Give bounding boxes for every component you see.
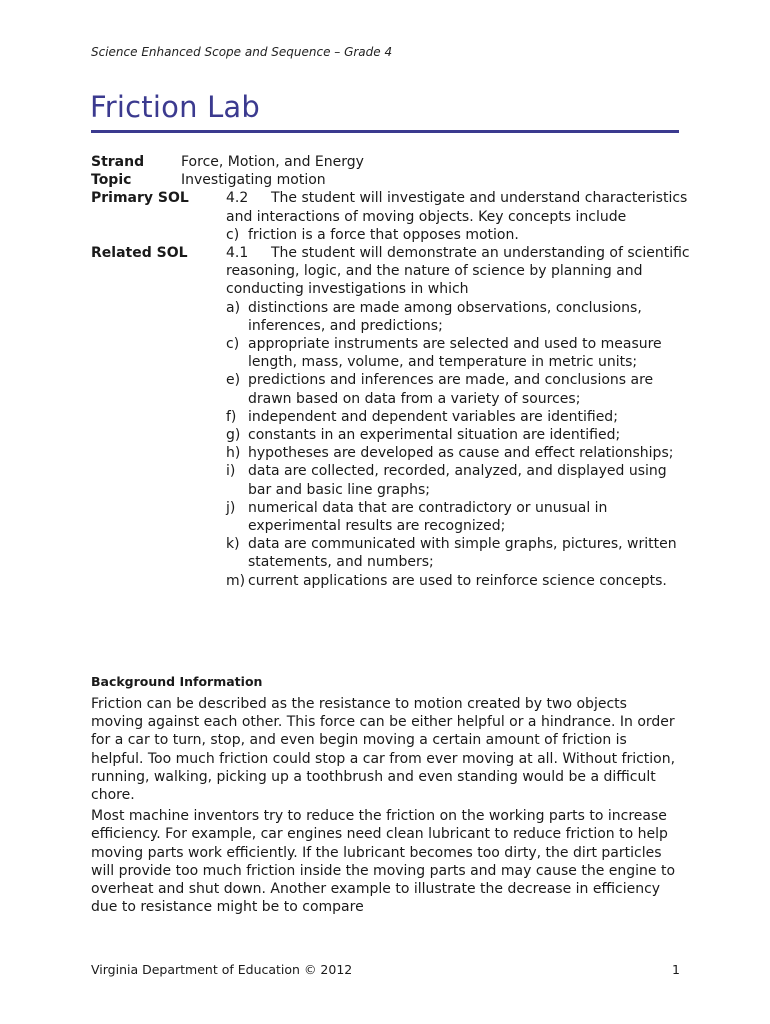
primary-sol-text: The student will investigate and understand characteristics and interactions of moving objects. Key concepts include	[226, 190, 688, 225]
topic-row	[91, 171, 691, 189]
page-title: Friction Lab	[90, 90, 260, 124]
sol-list-item	[226, 371, 691, 407]
sol-list-item	[226, 499, 691, 535]
background-paragraph: Friction can be described as the resistance to motion created by two objects moving against each other. This force can be either helpful or a hindrance. In order for a car to turn, stop, and even begin moving a certain amount of friction is helpful. Too much friction could stop a car from ever moving at all. Without friction, running, walking, picking up a toothbrush and even standing would be a difficult chore.	[91, 696, 676, 804]
sol-item-text: current applications are used to reinforce science concepts.	[248, 572, 667, 589]
background-paragraph: Most machine inventors try to reduce the friction on the working parts to increase efficiency. For example, car engines need clean lubricant to reduce friction to help moving parts work efficiently. If the lubricant becomes too dirty, the dirt particles will provide too much friction inside the moving parts and may cause the engine to overheat and shut down. Another example to illustrate the decrease in efficiency due to resistance might be to compare	[91, 808, 676, 916]
related-sol-statement	[226, 244, 691, 299]
sol-item-letter: g)	[226, 427, 241, 444]
page-header: Science Enhanced Scope and Sequence – Grade 4	[91, 45, 393, 59]
sol-item-letter: a)	[226, 299, 241, 316]
sol-list-item	[226, 299, 691, 335]
sol-list-item	[226, 226, 691, 244]
background-text	[91, 695, 683, 919]
related-sol-label: Related SOL	[91, 245, 188, 262]
sol-item-text: appropriate instruments are selected and used to measure length, mass, volume, and temperature in metric units;	[248, 336, 662, 371]
sol-list-item	[226, 444, 691, 462]
primary-sol-statement	[226, 189, 691, 225]
sol-item-letter: f)	[226, 408, 237, 425]
sol-item-text: constants in an experimental situation are identified;	[248, 427, 621, 444]
sol-list-item	[226, 462, 691, 498]
background-heading: Background Information	[91, 674, 263, 689]
sol-list-item	[226, 408, 691, 426]
sol-item-text: friction is a force that opposes motion.	[248, 226, 519, 243]
title-divider	[91, 130, 679, 133]
strand-value: Force, Motion, and Energy	[181, 154, 364, 170]
page-number: 1	[672, 962, 680, 977]
primary-sol-label: Primary SOL	[91, 190, 189, 207]
sol-item-letter: h)	[226, 445, 241, 462]
strand-label: Strand	[91, 154, 145, 170]
sol-item-letter: m)	[226, 572, 246, 589]
sol-metadata	[91, 153, 691, 590]
sol-item-letter: c)	[226, 336, 240, 353]
sol-list-item	[226, 535, 691, 571]
primary-sol-items	[226, 226, 691, 244]
sol-item-letter: j)	[226, 499, 236, 516]
sol-item-letter: e)	[226, 372, 241, 389]
sol-item-text: predictions and inferences are made, and conclusions are drawn based on data from a variety of sources;	[248, 372, 654, 407]
related-sol-number: 4.1	[226, 245, 249, 262]
sol-item-text: numerical data that are contradictory or unusual in experimental results are recognized;	[248, 499, 608, 535]
related-sol-row	[91, 244, 691, 590]
related-sol-text: The student will demonstrate an understanding of scientific reasoning, logic, and the nature of science by planning and conducting investigations in which	[226, 245, 690, 298]
sol-item-text: distinctions are made among observations, conclusions, inferences, and predictions;	[248, 299, 642, 334]
sol-item-text: hypotheses are developed as cause and effect relationships;	[248, 445, 674, 462]
primary-sol-row	[91, 189, 691, 244]
sol-item-text: independent and dependent variables are identified;	[248, 408, 618, 425]
sol-item-letter: c)	[226, 226, 240, 243]
sol-item-text: data are communicated with simple graphs, pictures, written statements, and numbers;	[248, 536, 677, 571]
strand-row	[91, 153, 691, 171]
sol-list-item	[226, 572, 691, 590]
topic-value: Investigating motion	[181, 172, 326, 189]
topic-label: Topic	[91, 172, 132, 189]
sol-item-text: data are collected, recorded, analyzed, and displayed using bar and basic line graphs;	[248, 463, 667, 498]
sol-list-item	[226, 335, 691, 371]
sol-item-letter: i)	[226, 463, 236, 480]
related-sol-items	[226, 299, 691, 590]
primary-sol-number: 4.2	[226, 190, 249, 207]
sol-list-item	[226, 426, 691, 444]
footer-copyright: Virginia Department of Education © 2012	[91, 962, 353, 977]
sol-item-letter: k)	[226, 536, 240, 553]
